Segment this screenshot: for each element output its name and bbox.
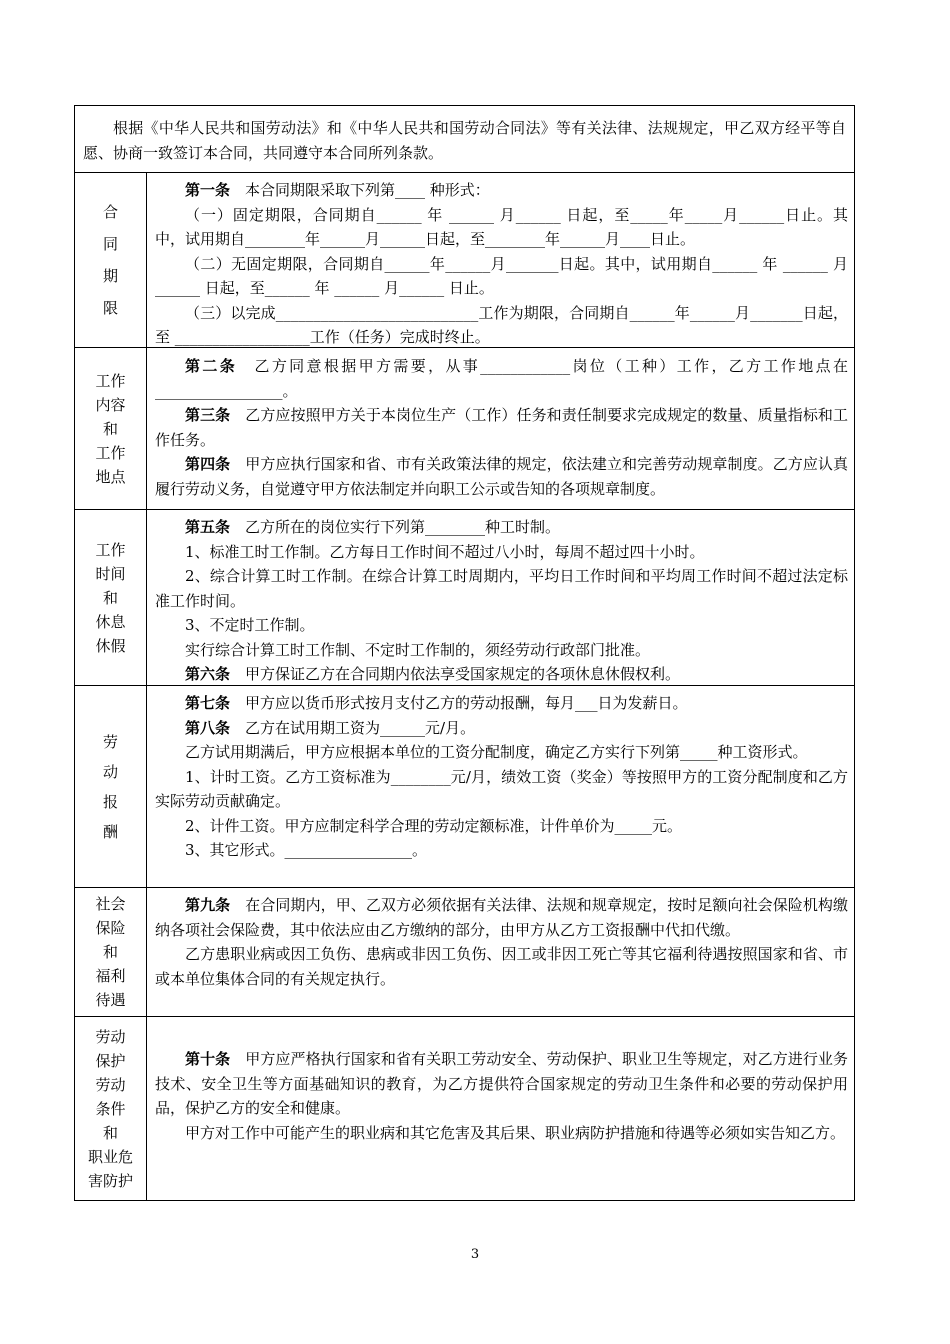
work-content bbox=[155, 354, 848, 501]
article-3: 第三条 乙方应按照甲方关于本岗位生产（工作）任务和责任制要求完成规定的数量、质量指标和工作任务。 bbox=[155, 406, 848, 449]
protection-paragraph: 甲方对工作中可能产生的职业病和其它危害及其后果、职业病防护措施和待遇等必须如实告知乙方。 bbox=[185, 1123, 846, 1142]
hours-label: 工作 时间 和 休息 休假 bbox=[75, 510, 147, 685]
insurance-content bbox=[155, 893, 848, 991]
term-option-1: （一）固定期限，合同期自______ 年 ______ 月______ 日起，至_____年_____月______日止。其中，试用期自________年______月______日起，至________年______月____日止。 bbox=[155, 205, 848, 248]
intro-text: 根据《中华人民共和国劳动法》和《中华人民共和国劳动合同法》等有关法律、法规规定，甲乙双方经平等自愿、协商一致签订本合同，共同遵守本合同所列条款。 bbox=[83, 119, 846, 162]
article-9: 第九条 在合同期内，甲、乙双方必须依据有关法律、法规和规章规定，按时足额向社会保险机构缴纳各项社会保险费，其中依法应由乙方缴纳的部分，由甲方从乙方工资报酬中代扣代缴。 bbox=[155, 896, 848, 939]
pay-item-1: 1、计时工资。乙方工资标准为________元/月，绩效工资（奖金）等按照甲方的工资分配制度和乙方实际劳动贡献确定。 bbox=[155, 767, 848, 810]
page-number: 3 bbox=[470, 1247, 480, 1262]
article-8: 第八条 乙方在试用期工资为______元/月。 bbox=[185, 718, 476, 737]
contract-table bbox=[74, 105, 855, 1201]
term-option-3: （三）以完成___________________________工作为期限，合同期自______年______月_______日起，至 __________________工作（任务）完成时终止。 bbox=[155, 303, 848, 346]
pay-content bbox=[155, 691, 848, 863]
insurance-paragraph: 乙方患职业病或因工负伤、患病或非因工负伤、因工或非因工死亡等其它福利待遇按照国家和省、市或本单位集体合同的有关规定执行。 bbox=[155, 945, 848, 988]
work-label: 工作 内容 和 工作 地点 bbox=[75, 348, 147, 509]
pay-label: 劳 动 报 酬 bbox=[75, 686, 147, 887]
hours-item-1: 1、标准工时工作制。乙方每日工作时间不超过八小时，每周不超过四十小时。 bbox=[185, 542, 705, 561]
protection-row bbox=[75, 1017, 854, 1200]
hours-content bbox=[155, 515, 848, 687]
term-option-2: （二）无固定期限，合同期自______年______月_______日起。其中，试用期自______ 年 ______ 月______ 日起，至______ 年 ______ 月______ 日止。 bbox=[155, 254, 848, 297]
hours-item-3: 3、不定时工作制。 bbox=[185, 616, 315, 634]
hours-item-2: 2、综合计算工时工作制。在综合计算工时周期内，平均日工作时间和平均周工作时间不超过法定标准工作时间。 bbox=[155, 567, 848, 610]
article-4: 第四条 甲方应执行国家和省、市有关政策法律的规定，依法建立和完善劳动规章制度。乙方应认真履行劳动义务，自觉遵守甲方依法制定并向职工公示或告知的各项规章制度。 bbox=[155, 455, 848, 498]
article-7: 第七条 甲方应以货币形式按月支付乙方的劳动报酬，每月___日为发薪日。 bbox=[185, 694, 688, 712]
article-6: 第六条 甲方保证乙方在合同期内依法享受国家规定的各项休息休假权利。 bbox=[185, 665, 681, 683]
protection-content bbox=[155, 1047, 848, 1145]
pay-item-3: 3、其它形式。_________________。 bbox=[185, 841, 428, 859]
term-content bbox=[155, 178, 848, 350]
article-1: 第一条 本合同期限采取下列第____ 种形式： bbox=[185, 181, 490, 199]
article-10: 第十条 甲方应严格执行国家和省有关职工劳动安全、劳动保护、职业卫生等规定，对乙方进行业务技术、安全卫生等方面基础知识的教育，为乙方提供符合国家规定的劳动卫生条件和必要的劳动保护用品，保护乙方的安全和健康。 bbox=[155, 1050, 848, 1117]
work-row bbox=[75, 348, 854, 510]
pay-row bbox=[75, 686, 854, 888]
intro-row bbox=[75, 106, 854, 173]
hours-row bbox=[75, 510, 854, 686]
term-label: 合 同 期 限 bbox=[75, 173, 147, 347]
hours-note: 实行综合计算工时工作制、不定时工作制的，须经劳动行政部门批准。 bbox=[185, 640, 651, 659]
insurance-row bbox=[75, 888, 854, 1017]
pay-paragraph: 乙方试用期满后，甲方应根据本单位的工资分配制度，确定乙方实行下列第_____种工资形式。 bbox=[185, 743, 808, 761]
article-2: 第二条 乙方同意根据甲方需要，从事____________岗位（工种）工作，乙方工作地点在_________________。 bbox=[155, 357, 848, 400]
insurance-label: 社会 保险 和 福利 待遇 bbox=[75, 888, 147, 1016]
protection-label: 劳动 保护 劳动 条件 和 职业危 害防护 bbox=[75, 1017, 147, 1200]
term-row bbox=[75, 173, 854, 348]
pay-item-2: 2、计件工资。甲方应制定科学合理的劳动定额标准，计件单价为_____元。 bbox=[185, 816, 683, 835]
article-5: 第五条 乙方所在的岗位实行下列第________种工时制。 bbox=[185, 518, 561, 536]
